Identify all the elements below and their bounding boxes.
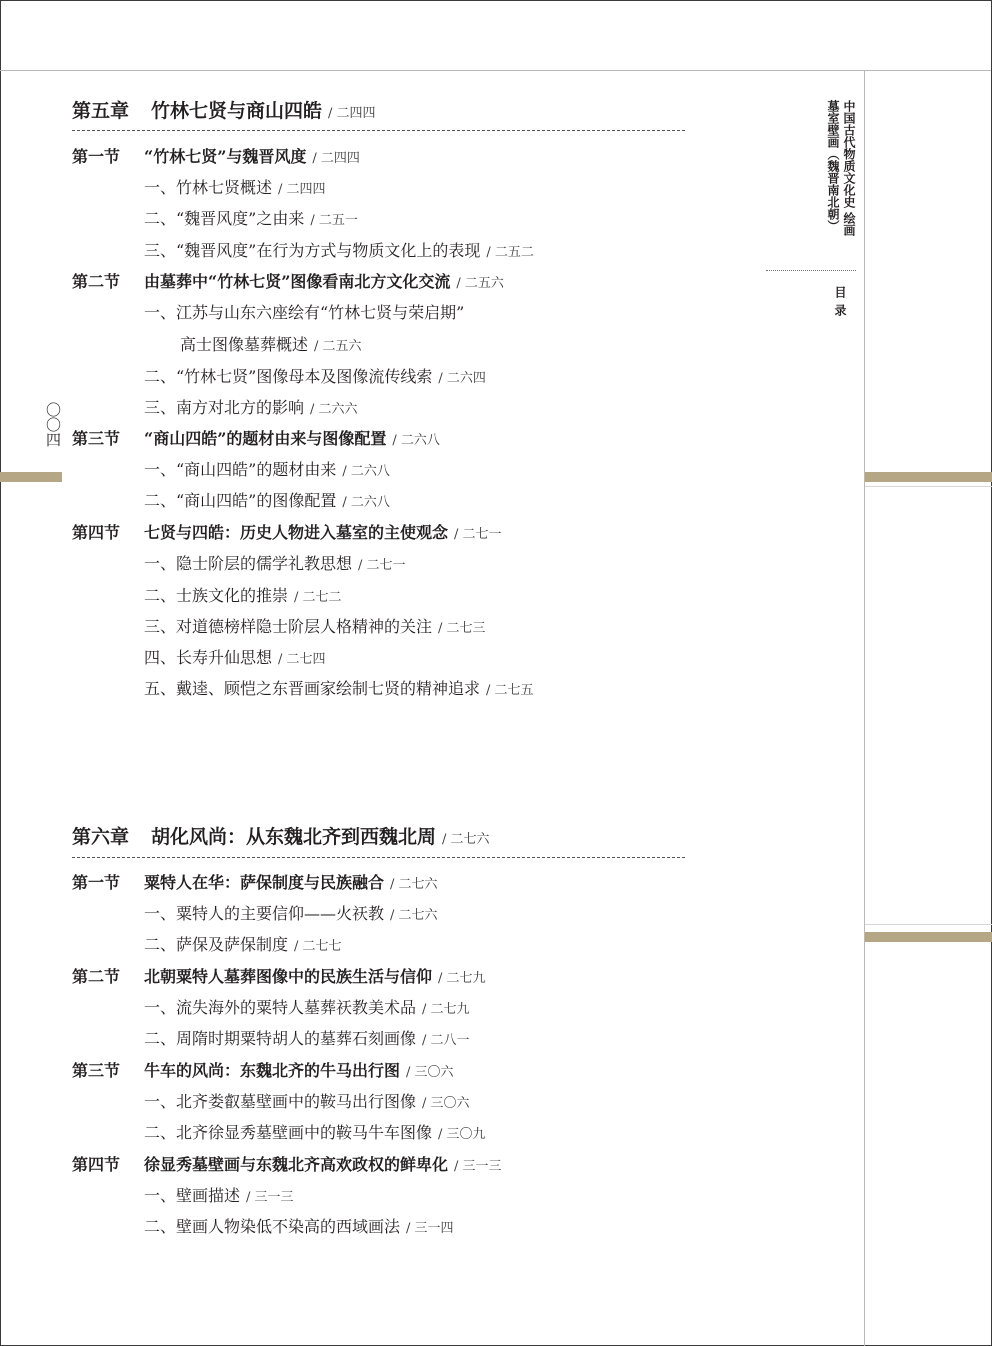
section-number: 第一节 <box>72 873 121 892</box>
item-page: / 二四四 <box>278 182 326 197</box>
item-text: 二、“商山四皓”的图像配置 <box>144 491 337 510</box>
item-text: 二、士族文化的推崇 <box>144 586 289 605</box>
item-page: / 二七六 <box>390 908 438 923</box>
toc-item <box>144 302 464 324</box>
item-page: / 二七三 <box>438 621 486 636</box>
left-band <box>0 472 62 482</box>
item-text: 二、萨保及萨保制度 <box>144 935 289 954</box>
toc-item <box>144 616 486 640</box>
section-page: / 二七一 <box>454 527 502 542</box>
section-number: 第三节 <box>72 1061 121 1080</box>
item-page: / 二五二 <box>486 245 534 260</box>
folio-number: 〇〇四 <box>44 402 62 447</box>
running-head-divider <box>766 270 856 271</box>
item-text: 一、北齐娄叡墓壁画中的鞍马出行图像 <box>144 1092 417 1111</box>
item-page: / 三〇九 <box>438 1127 486 1142</box>
section-page: / 三一三 <box>454 1159 502 1174</box>
toc-item <box>144 397 358 421</box>
item-text: 一、隐士阶层的儒学礼教思想 <box>144 554 353 573</box>
chapter-title: 胡化风尚：从东魏北齐到西魏北周 <box>151 826 437 848</box>
item-page: / 二七一 <box>358 558 406 573</box>
item-text: 二、“魏晋风度”之由来 <box>144 209 305 228</box>
book-title-line2: 墓室壁画（魏晋南北朝） <box>826 100 840 232</box>
item-page: / 二五六 <box>314 339 362 354</box>
toc-item-continuation <box>180 334 362 358</box>
toc-section <box>72 271 504 295</box>
toc-item <box>144 490 390 514</box>
chapter-page: / 二七六 <box>442 832 490 847</box>
right-thin-rule-upper <box>865 486 992 487</box>
toc-item <box>144 553 406 577</box>
item-text: 一、壁画描述 <box>144 1186 241 1205</box>
chapter-page: / 二四四 <box>328 106 376 121</box>
toc-item <box>144 459 390 483</box>
toc-item <box>144 366 486 390</box>
item-page: / 二六八 <box>342 464 390 479</box>
item-page: / 二六八 <box>342 495 390 510</box>
section-page: / 二七六 <box>390 877 438 892</box>
top-rule <box>0 70 991 71</box>
item-page: / 三〇六 <box>422 1096 470 1111</box>
section-title: 北朝粟特人墓葬图像中的民族生活与信仰 <box>144 967 433 986</box>
toc-item <box>144 585 342 609</box>
toc-item <box>144 177 326 201</box>
chapter-number: 第六章 <box>72 826 130 848</box>
chapter-heading <box>72 96 376 126</box>
right-band-upper <box>865 472 992 482</box>
section-number: 第一节 <box>72 147 121 166</box>
toc-item <box>144 1122 486 1146</box>
item-page: / 二六六 <box>310 402 358 417</box>
section-title: 牛车的风尚：东魏北齐的牛马出行图 <box>144 1061 401 1080</box>
item-text: 一、“商山四皓”的题材由来 <box>144 460 337 479</box>
item-text: 二、“竹林七贤”图像母本及图像流传线索 <box>144 367 433 386</box>
right-thin-rule-lower <box>865 924 992 925</box>
section-title: “竹林七贤”与魏晋风度 <box>144 147 307 166</box>
item-text: 三、对道德榜样隐士阶层人格精神的关注 <box>144 617 433 636</box>
section-page: / 二五六 <box>456 276 504 291</box>
item-page: / 二七七 <box>294 939 342 954</box>
toc-section <box>72 1060 454 1084</box>
item-text: 四、长寿升仙思想 <box>144 648 273 667</box>
item-text: 二、北齐徐显秀墓壁画中的鞍马牛车图像 <box>144 1123 433 1142</box>
item-page: / 二七二 <box>294 590 342 605</box>
item-text: 一、江苏与山东六座绘有“竹林七贤与荣启期” <box>144 303 465 322</box>
item-page: / 二八一 <box>422 1033 470 1048</box>
toc-section <box>72 146 360 170</box>
toc-item <box>144 240 534 264</box>
toc-section <box>72 966 486 990</box>
chapter-divider <box>72 857 685 858</box>
item-text: 三、“魏晋风度”在行为方式与物质文化上的表现 <box>144 241 481 260</box>
running-head <box>816 100 856 260</box>
item-page: / 二五一 <box>310 213 358 228</box>
item-page: / 三一三 <box>246 1190 294 1205</box>
section-page: / 三〇六 <box>406 1065 454 1080</box>
book-title-line1: 中国古代物质文化史 绘画 <box>842 100 856 237</box>
item-text: 高士图像墓葬概述 <box>180 335 309 354</box>
section-page: / 二六八 <box>392 433 440 448</box>
toc-item <box>144 997 470 1021</box>
toc-section <box>72 872 438 896</box>
item-page: / 二七四 <box>278 652 326 667</box>
chapter-number: 第五章 <box>72 100 130 122</box>
toc-item <box>144 934 342 958</box>
section-number: 第三节 <box>72 429 121 448</box>
toc-item <box>144 1185 294 1209</box>
toc-item <box>144 678 534 702</box>
item-text: 二、壁画人物染低不染高的西域画法 <box>144 1217 401 1236</box>
section-title: 由墓葬中“竹林七贤”图像看南北方文化交流 <box>144 272 451 291</box>
toc-section <box>72 1154 502 1178</box>
section-title: “商山四皓”的题材由来与图像配置 <box>144 429 387 448</box>
section-number: 第二节 <box>72 272 121 291</box>
toc-item <box>144 647 326 671</box>
toc-item <box>144 1028 470 1052</box>
toc-section <box>72 428 440 452</box>
chapter-divider <box>72 130 685 131</box>
section-page: / 二四四 <box>312 151 360 166</box>
section-page: / 二七九 <box>438 971 486 986</box>
section-number: 第二节 <box>72 967 121 986</box>
item-text: 五、戴逵、顾恺之东晋画家绘制七贤的精神追求 <box>144 679 481 698</box>
section-title: 七贤与四皓：历史人物进入墓室的主使观念 <box>144 523 449 542</box>
item-text: 一、粟特人的主要信仰——火祆教 <box>144 904 385 923</box>
toc-item <box>144 903 438 927</box>
item-page: / 二六四 <box>438 371 486 386</box>
section-label: 目录 <box>833 286 847 322</box>
toc-section <box>72 522 502 546</box>
section-title: 粟特人在华：萨保制度与民族融合 <box>144 873 385 892</box>
item-text: 一、流失海外的粟特人墓葬祆教美术品 <box>144 998 417 1017</box>
item-text: 二、周隋时期粟特胡人的墓葬石刻画像 <box>144 1029 417 1048</box>
right-band-lower <box>865 932 992 942</box>
item-page: / 三一四 <box>406 1221 454 1236</box>
section-number: 第四节 <box>72 523 121 542</box>
item-text: 三、南方对北方的影响 <box>144 398 305 417</box>
section-number: 第四节 <box>72 1155 121 1174</box>
chapter-title: 竹林七贤与商山四皓 <box>151 100 323 122</box>
margin-rule <box>864 70 865 1346</box>
toc-item <box>144 1091 470 1115</box>
chapter-heading <box>72 822 490 852</box>
item-page: / 二七九 <box>422 1002 470 1017</box>
toc-item <box>144 1216 454 1240</box>
item-text: 一、竹林七贤概述 <box>144 178 273 197</box>
toc-item <box>144 208 358 232</box>
section-title: 徐显秀墓壁画与东魏北齐高欢政权的鲜卑化 <box>144 1155 449 1174</box>
item-page: / 二七五 <box>486 683 534 698</box>
